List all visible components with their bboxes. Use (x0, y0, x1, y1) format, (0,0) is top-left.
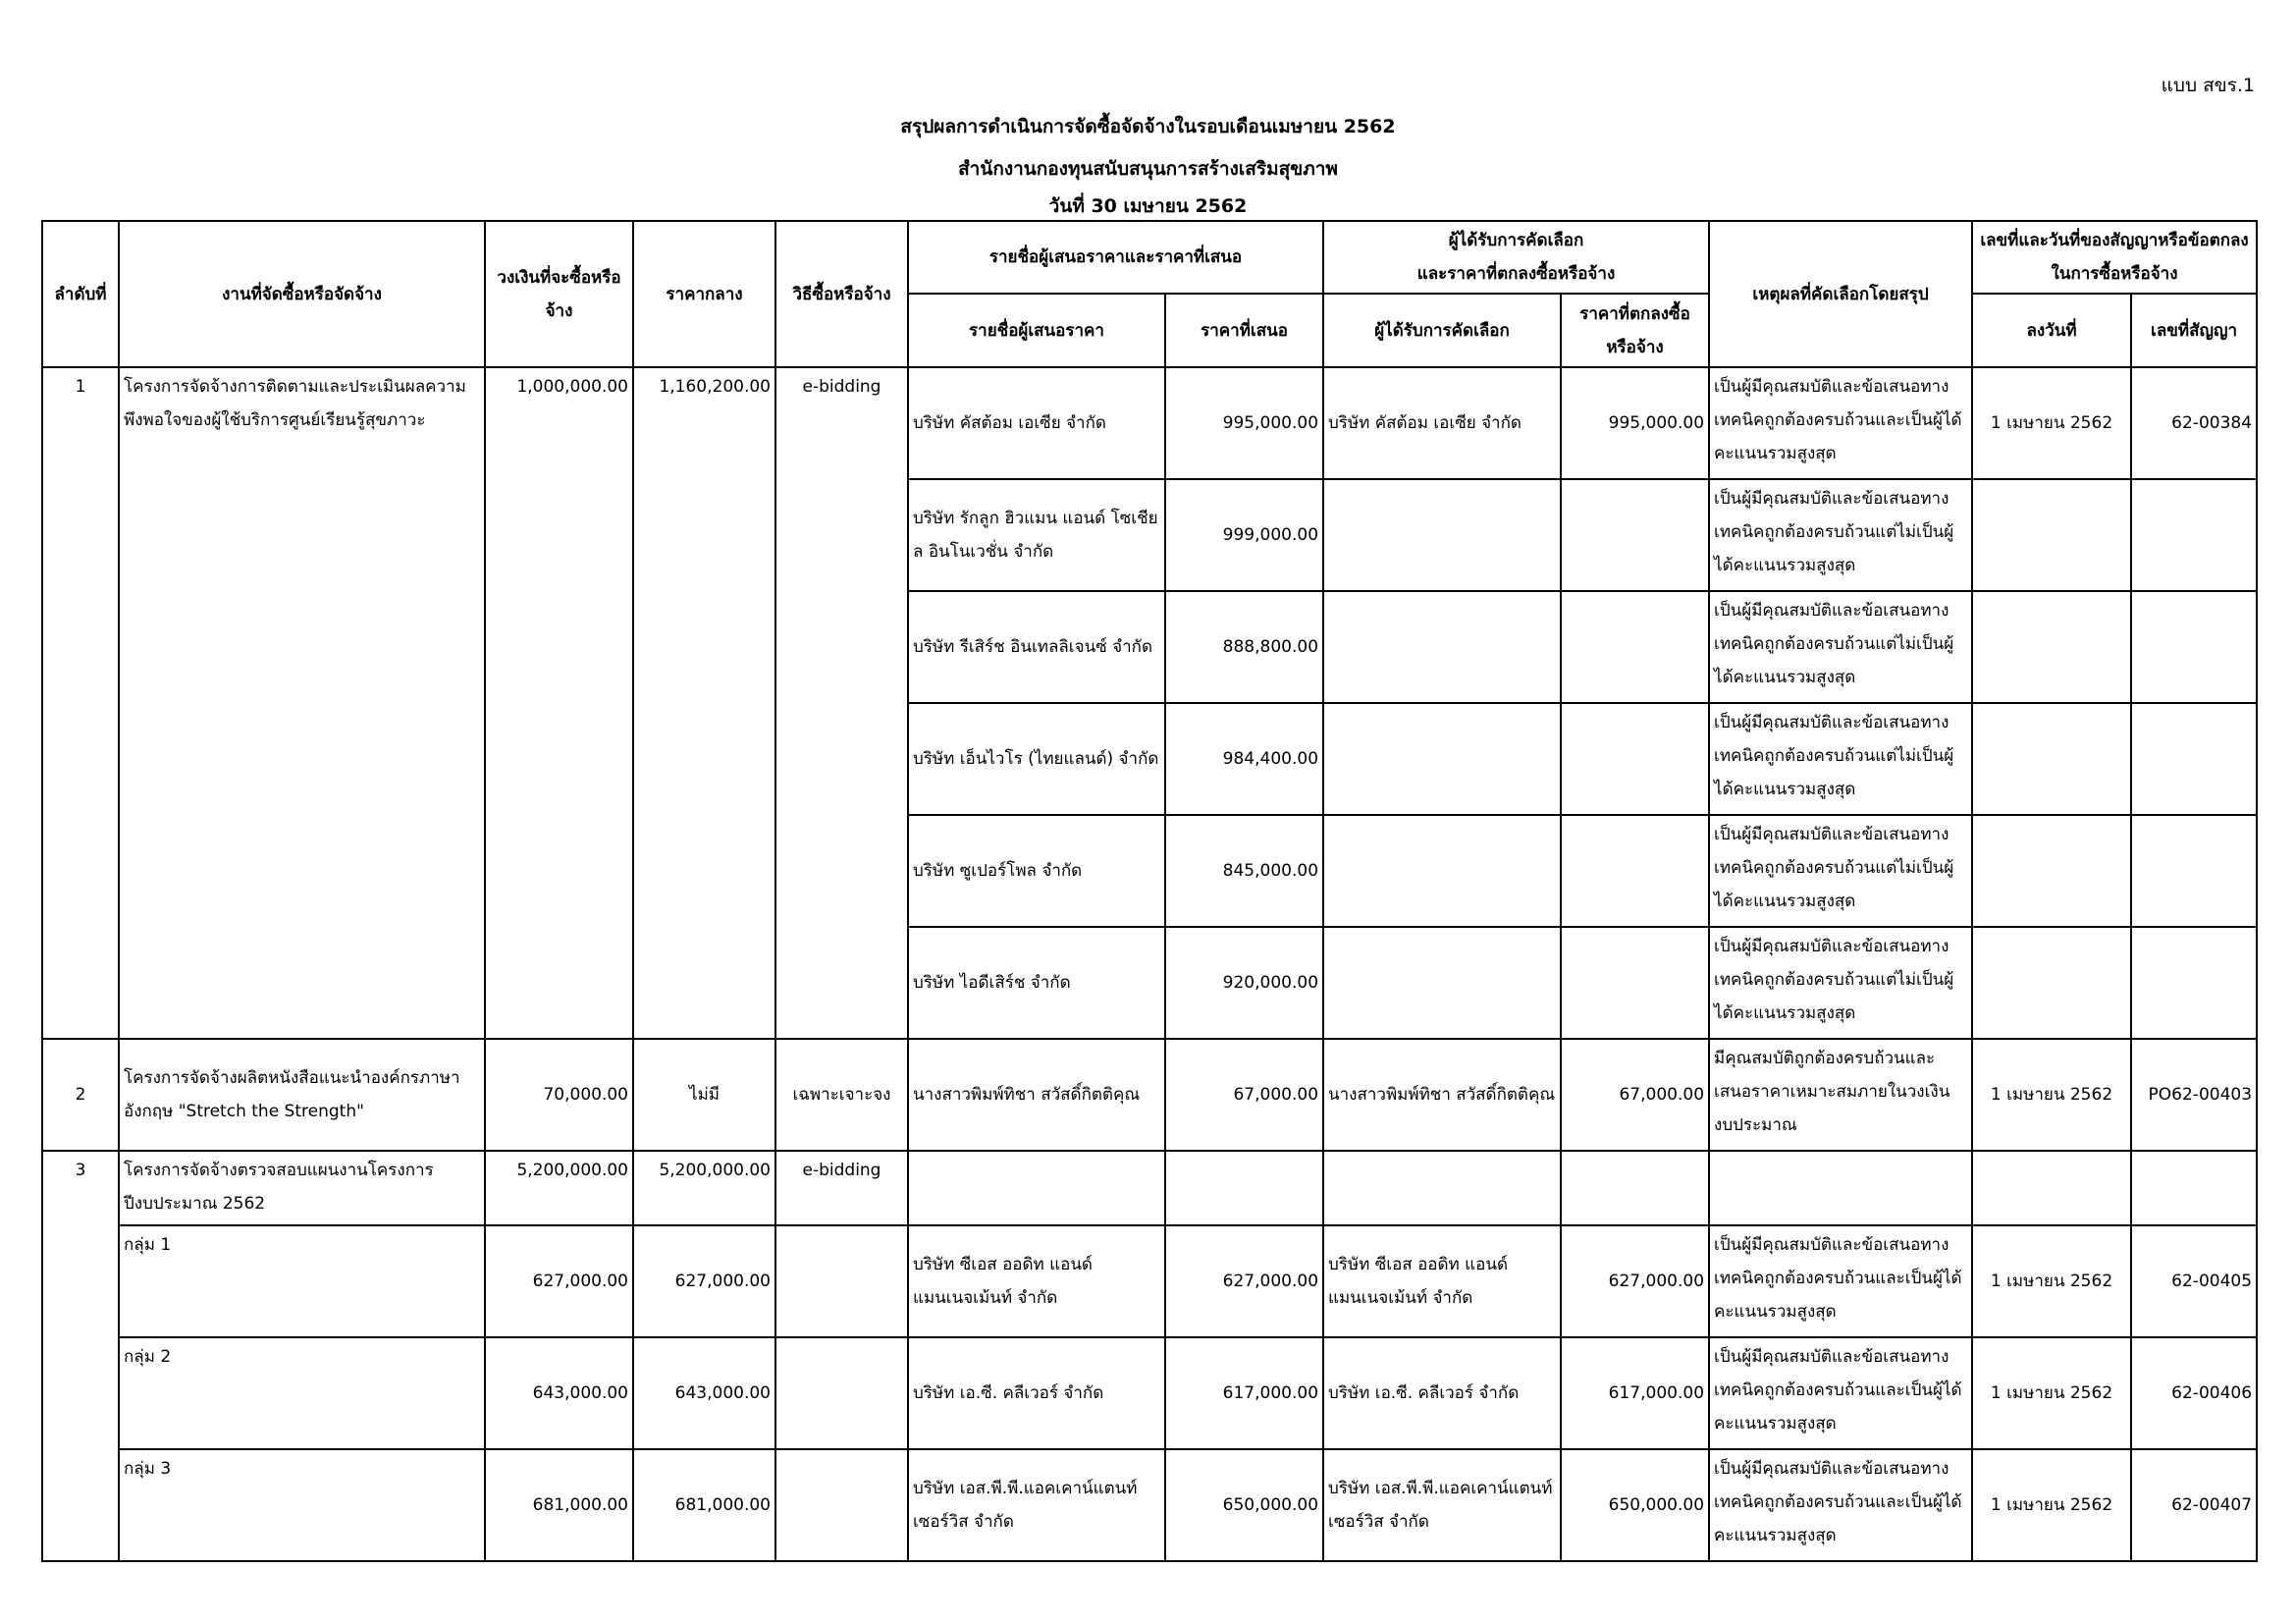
selected-vendor (1323, 591, 1561, 703)
bidder-name: บริษัท รักลูก ฮิวแมน แอนด์ โซเชียล อินโนเวชั่น จำกัด (908, 479, 1165, 591)
sign-date (1972, 927, 2131, 1039)
budget-amount: 681,000.00 (485, 1449, 633, 1561)
agreed-price: 627,000.00 (1561, 1225, 1709, 1337)
procurement-method: e-bidding (775, 1151, 908, 1225)
bid-price: 67,000.00 (1165, 1039, 1323, 1151)
sign-date (1972, 815, 2131, 927)
agreed-price (1561, 927, 1709, 1039)
header-selected-group-line2: และราคาที่ตกลงซื้อหรือจ้าง (1416, 264, 1616, 284)
header-agreed-price: ราคาที่ตกลงซื้อหรือจ้าง (1561, 294, 1709, 367)
budget-amount: 627,000.00 (485, 1225, 633, 1337)
selected-vendor: บริษัท คัสต้อม เอเซีย จำกัด (1323, 367, 1561, 479)
sign-date (1972, 703, 2131, 815)
median-price: 681,000.00 (633, 1449, 775, 1561)
header-bid-price: ราคาที่เสนอ (1165, 294, 1323, 367)
sign-date (1972, 591, 2131, 703)
selection-reason: เป็นผู้มีคุณสมบัติและข้อเสนอทางเทคนิคถูกต้องครบถ้วนและเป็นผู้ได้คะแนนรวมสูงสุด (1709, 1337, 1972, 1449)
bid-price: 999,000.00 (1165, 479, 1323, 591)
bidder-name: บริษัท คัสต้อม เอเซีย จำกัด (908, 367, 1165, 479)
procurement-table (41, 220, 2258, 1562)
selected-vendor: บริษัท ซีเอส ออดิท แอนด์ แมนเนจเม้นท์ จำกัด (1323, 1225, 1561, 1337)
organization-name: สำนักงานกองทุนสนับสนุนการสร้างเสริมสุขภาพ (958, 158, 1338, 180)
header-selected-group (1323, 221, 1709, 294)
bidder-name: บริษัท เอส.พี.พี.แอคเคาน์แตนท์ เซอร์วิส จำกัด (908, 1449, 1165, 1561)
form-code: แบบ สขร.1 (2161, 75, 2255, 96)
selected-vendor: นางสาวพิมพ์ทิชา สวัสดิ์กิตติคุณ (1323, 1039, 1561, 1151)
row-no: 3 (42, 1151, 119, 1561)
agreed-price (1561, 703, 1709, 815)
median-price: 5,200,000.00 (633, 1151, 775, 1225)
selection-reason: เป็นผู้มีคุณสมบัติและข้อเสนอทางเทคนิคถูกต้องครบถ้วนและเป็นผู้ได้คะแนนรวมสูงสุด (1709, 1449, 1972, 1561)
bid-price: 650,000.00 (1165, 1449, 1323, 1561)
table-row (42, 1449, 2257, 1561)
median-price: 643,000.00 (633, 1337, 775, 1449)
selection-reason: มีคุณสมบัติถูกต้องครบถ้วนและเสนอราคาเหมาะสมภายในวงเงินงบประมาณ (1709, 1039, 1972, 1151)
bid-price: 995,000.00 (1165, 367, 1323, 479)
budget-amount: 5,200,000.00 (485, 1151, 633, 1225)
agreed-price (1561, 815, 1709, 927)
contract-number: 62-00406 (2131, 1337, 2257, 1449)
agreed-price (1561, 591, 1709, 703)
median-price: 1,160,200.00 (633, 367, 775, 1039)
table-row (42, 367, 2257, 479)
bid-price: 845,000.00 (1165, 815, 1323, 927)
header-method: วิธีซื้อหรือจ้าง (775, 221, 908, 367)
bid-price: 984,400.00 (1165, 703, 1323, 815)
header-bidder-name: รายชื่อผู้เสนอราคา (908, 294, 1165, 367)
contract-number: 62-00407 (2131, 1449, 2257, 1561)
bidder-name: บริษัท ซูเปอร์โพล จำกัด (908, 815, 1165, 927)
group-label: กลุ่ม 1 (119, 1225, 485, 1337)
bidder-name: บริษัท ไอดีเสิร์ช จำกัด (908, 927, 1165, 1039)
sign-date: 1 เมษายน 2562 (1972, 1225, 2131, 1337)
group-label: กลุ่ม 3 (119, 1449, 485, 1561)
report-title: สรุปผลการดำเนินการจัดซื้อจัดจ้างในรอบเดือนเมษายน 2562 (900, 116, 1396, 137)
header-selected-name: ผู้ได้รับการคัดเลือก (1323, 294, 1561, 367)
contract-number: 62-00384 (2131, 367, 2257, 479)
selection-reason: เป็นผู้มีคุณสมบัติและข้อเสนอทางเทคนิคถูกต้องครบถ้วนแต่ไม่เป็นผู้ได้คะแนนรวมสูงสุด (1709, 703, 1972, 815)
agreed-price: 617,000.00 (1561, 1337, 1709, 1449)
selection-reason: เป็นผู้มีคุณสมบัติและข้อเสนอทางเทคนิคถูกต้องครบถ้วนแต่ไม่เป็นผู้ได้คะแนนรวมสูงสุด (1709, 815, 1972, 927)
sign-date: 1 เมษายน 2562 (1972, 1449, 2131, 1561)
selection-reason: เป็นผู้มีคุณสมบัติและข้อเสนอทางเทคนิคถูกต้องครบถ้วนแต่ไม่เป็นผู้ได้คะแนนรวมสูงสุด (1709, 591, 1972, 703)
selection-reason: เป็นผู้มีคุณสมบัติและข้อเสนอทางเทคนิคถูกต้องครบถ้วนและเป็นผู้ได้คะแนนรวมสูงสุด (1709, 1225, 1972, 1337)
work-title: โครงการจัดจ้างตรวจสอบแผนงานโครงการปีงบประมาณ 2562 (119, 1151, 485, 1225)
budget-amount: 643,000.00 (485, 1337, 633, 1449)
bid-price: 888,800.00 (1165, 591, 1323, 703)
header-bidders-group: รายชื่อผู้เสนอราคาและราคาที่เสนอ (908, 221, 1323, 294)
header-contract-no: เลขที่สัญญา (2131, 294, 2257, 367)
selection-reason: เป็นผู้มีคุณสมบัติและข้อเสนอทางเทคนิคถูกต้องครบถ้วนแต่ไม่เป็นผู้ได้คะแนนรวมสูงสุด (1709, 927, 1972, 1039)
header-budget: วงเงินที่จะซื้อหรือจ้าง (485, 221, 633, 367)
sign-date: 1 เมษายน 2562 (1972, 1337, 2131, 1449)
selected-vendor (1323, 815, 1561, 927)
budget-amount: 70,000.00 (485, 1039, 633, 1151)
table-row (42, 1337, 2257, 1449)
bidder-name: นางสาวพิมพ์ทิชา สวัสดิ์กิตติคุณ (908, 1039, 1165, 1151)
sign-date (1972, 479, 2131, 591)
contract-number (2131, 591, 2257, 703)
bid-price: 617,000.00 (1165, 1337, 1323, 1449)
selected-vendor: บริษัท เอ.ซี. คลีเวอร์ จำกัด (1323, 1337, 1561, 1449)
header-median-price: ราคากลาง (633, 221, 775, 367)
row-no: 2 (42, 1039, 119, 1151)
agreed-price: 995,000.00 (1561, 367, 1709, 479)
selected-vendor (1323, 703, 1561, 815)
header-reason: เหตุผลที่คัดเลือกโดยสรุป (1709, 221, 1972, 367)
agreed-price: 650,000.00 (1561, 1449, 1709, 1561)
median-price: 627,000.00 (633, 1225, 775, 1337)
sign-date: 1 เมษายน 2562 (1972, 367, 2131, 479)
contract-number (2131, 703, 2257, 815)
contract-number: PO62-00403 (2131, 1039, 2257, 1151)
row-no: 1 (42, 367, 119, 1039)
bidder-name: บริษัท รีเสิร์ช อินเทลลิเจนซ์ จำกัด (908, 591, 1165, 703)
procurement-method: เฉพาะเจาะจง (775, 1039, 908, 1151)
table-row (42, 1039, 2257, 1151)
agreed-price (1561, 479, 1709, 591)
work-title: โครงการจัดจ้างผลิตหนังสือแนะนำองค์กรภาษาอังกฤษ "Stretch the Strength" (119, 1039, 485, 1151)
bidder-name: บริษัท เอ็นไวโร (ไทยแลนด์) จำกัด (908, 703, 1165, 815)
contract-number: 62-00405 (2131, 1225, 2257, 1337)
bidder-name: บริษัท ซีเอส ออดิท แอนด์ แมนเนจเม้นท์ จำกัด (908, 1225, 1165, 1337)
selection-reason: เป็นผู้มีคุณสมบัติและข้อเสนอทางเทคนิคถูกต้องครบถ้วนและเป็นผู้ได้คะแนนรวมสูงสุด (1709, 367, 1972, 479)
header-sign-date: ลงวันที่ (1972, 294, 2131, 367)
agreed-price: 67,000.00 (1561, 1039, 1709, 1151)
header-work: งานที่จัดซื้อหรือจัดจ้าง (119, 221, 485, 367)
contract-number (2131, 815, 2257, 927)
selected-vendor (1323, 479, 1561, 591)
work-title: โครงการจัดจ้างการติดตามและประเมินผลความพึงพอใจของผู้ใช้บริการศูนย์เรียนรู้สุขภาวะ (119, 367, 485, 1039)
selection-reason: เป็นผู้มีคุณสมบัติและข้อเสนอทางเทคนิคถูกต้องครบถ้วนแต่ไม่เป็นผู้ได้คะแนนรวมสูงสุด (1709, 479, 1972, 591)
report-date: วันที่ 30 เมษายน 2562 (1048, 195, 1248, 217)
selected-vendor: บริษัท เอส.พี.พี.แอคเคาน์แตนท์ เซอร์วิส จำกัด (1323, 1449, 1561, 1561)
selected-vendor (1323, 927, 1561, 1039)
sign-date: 1 เมษายน 2562 (1972, 1039, 2131, 1151)
procurement-method: e-bidding (775, 367, 908, 1039)
contract-number (2131, 479, 2257, 591)
header-contract-group: เลขที่และวันที่ของสัญญาหรือข้อตกลงในการซื้อหรือจ้าง (1972, 221, 2257, 294)
header-no: ลำดับที่ (42, 221, 119, 367)
contract-number (2131, 927, 2257, 1039)
bid-price: 920,000.00 (1165, 927, 1323, 1039)
bidder-name: บริษัท เอ.ซี. คลีเวอร์ จำกัด (908, 1337, 1165, 1449)
table-row (42, 1225, 2257, 1337)
budget-amount: 1,000,000.00 (485, 367, 633, 1039)
table-row (42, 1151, 2257, 1225)
header-selected-group-line1: ผู้ได้รับการคัดเลือก (1448, 231, 1584, 250)
median-price: ไม่มี (633, 1039, 775, 1151)
group-label: กลุ่ม 2 (119, 1337, 485, 1449)
bid-price: 627,000.00 (1165, 1225, 1323, 1337)
